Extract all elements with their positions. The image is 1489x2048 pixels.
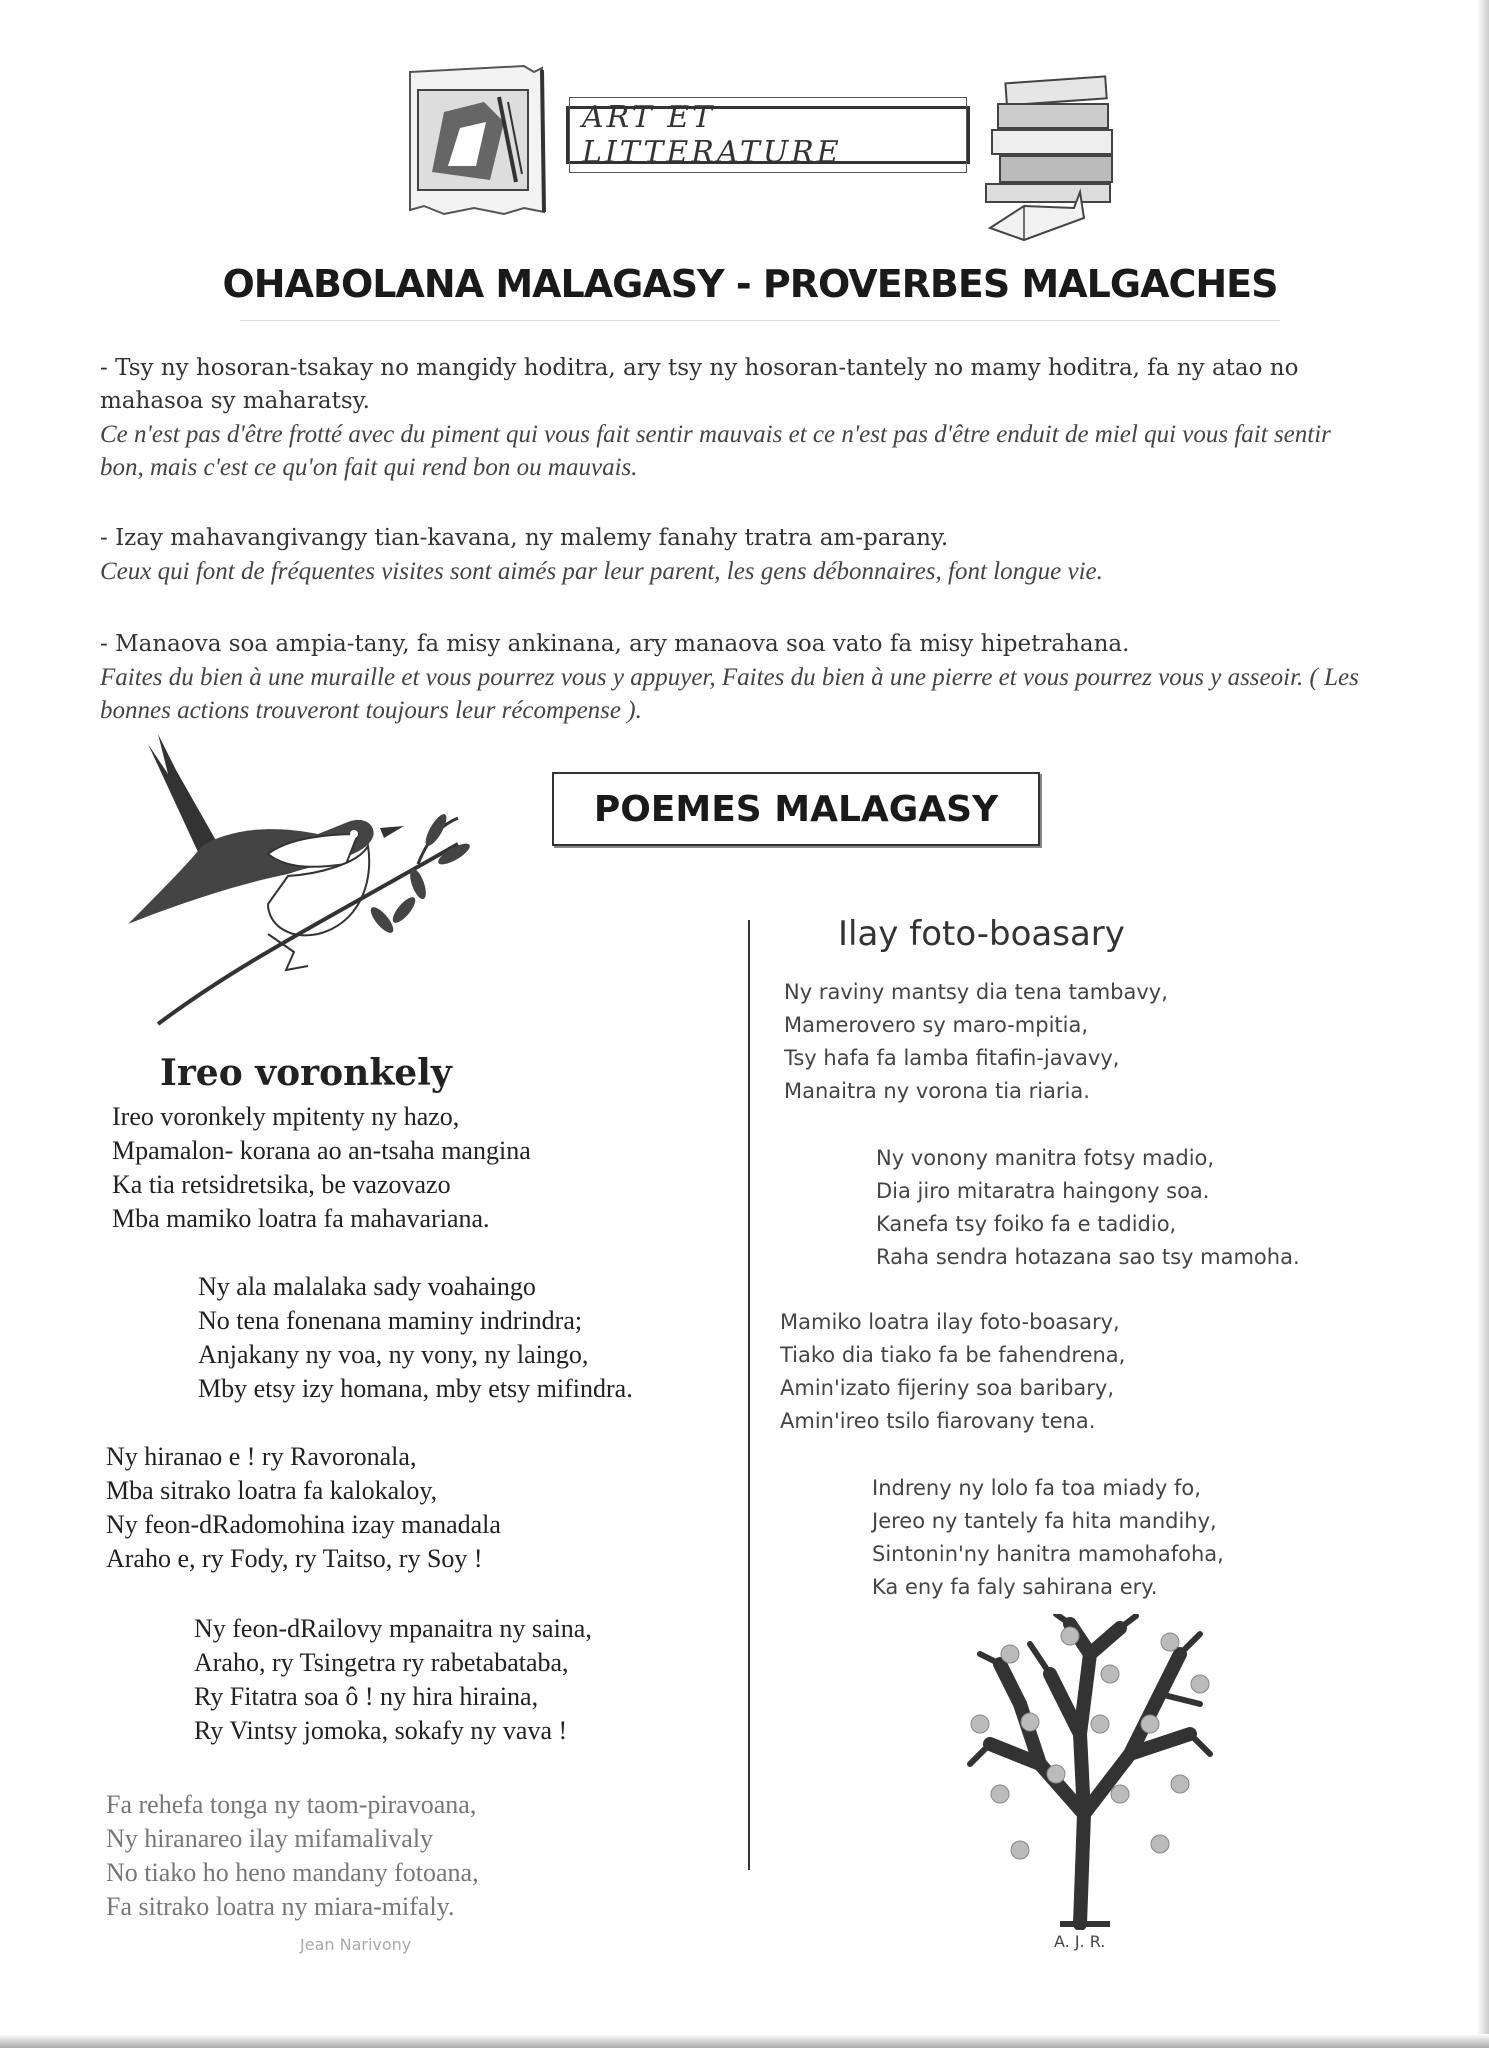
poem2-stanza-3 [780,1306,1125,1438]
books-illustration [984,68,1134,244]
poem2-title: Ilay foto-boasary [838,914,1125,954]
poem-line: Ka tia retsidretsika, be vazovazo [112,1170,451,1199]
poems-section-title: POEMES MALAGASY [552,772,1040,846]
poem-line: Jereo ny tantely fa hita mandihy, [872,1509,1217,1533]
poem-line: Ny vonony manitra fotsy madio, [876,1146,1215,1170]
poem1-author: Jean Narivony [300,1935,412,1954]
poem-line: Tsy hafa fa lamba fitafin-javavy, [784,1046,1120,1070]
poem-line: No tiako ho heno mandany fotoana, [106,1858,479,1887]
page-edge-shadow-bottom [0,2034,1489,2048]
poem-line: Amin'izato fijeriny soa baribary, [780,1376,1115,1400]
poem2-stanza-2 [876,1142,1300,1274]
poem1-stanza-1 [112,1100,531,1236]
poem-line: Ny feon-dRailovy mpanaitra ny saina, [194,1614,592,1643]
proverb-french: Faites du bien à une muraille et vous pourrez vous y appuyer, Faites du bien à une pierre et vous pourrez vous y asseoir. ( Les bonnes actions trouveront toujours leur récompense ). [100,664,1359,724]
poem-line: Mba mamiko loatra fa mahavariana. [112,1204,490,1233]
poem2-stanza-1 [784,976,1168,1108]
page-edge-shadow [1477,0,1489,2048]
poem1-stanza-5 [106,1788,479,1924]
poem1-stanza-4 [194,1612,592,1748]
poem-line: Tiako dia tiako fa be fahendrena, [780,1343,1126,1367]
poem-line: Ny hiranareo ilay mifamalivaly [106,1824,434,1853]
poem-line: No tena fonenana maminy indrindra; [198,1306,583,1335]
title-rule [240,320,1280,321]
poem-line: Amin'ireo tsilo fiarovany tena. [780,1409,1096,1433]
proverb-french: Ce n'est pas d'être frotté avec du piment qui vous fait sentir mauvais et ce n'est pas d'être enduit de miel qui vous fait sentir bon, mais c'est ce qu'on fait qui rend bon ou mauvais. [100,421,1331,481]
proverb-french: Ceux qui font de fréquentes visites sont aimés par leur parent, les gens débonnaires, font longue vie. [100,558,1103,585]
poem-line: Manaitra ny vorona tia riaria. [784,1079,1090,1103]
proverb-malagasy: - Manaova soa ampia-tany, fa misy ankinana, ary manaova soa vato fa misy hipetrahana. [100,631,1130,657]
poem-line: Ny feon-dRadomohina izay manadala [106,1510,501,1539]
bird-illustration [118,734,478,1034]
poem-line: Ny ala malalaka sady voahaingo [198,1272,536,1301]
orange-tree-illustration [960,1614,1220,1930]
proverb-1 [100,352,1360,484]
poem-line: Mamiko loatra ilay foto-boasary, [780,1310,1120,1334]
poem-line: Mby etsy izy homana, mby etsy mifindra. [198,1374,633,1403]
poem1-stanza-3 [106,1440,501,1576]
poem-line: Ireo voronkely mpitenty ny hazo, [112,1102,460,1131]
poem-line: Ka eny fa faly sahirana ery. [872,1575,1158,1599]
poem-line: Ry Vintsy jomoka, sokafy ny vava ! [194,1716,568,1745]
section-header-label: ART ET LITTERATURE [566,106,970,164]
poem-line: Kanefa tsy foiko fa e tadidio, [876,1212,1177,1236]
poem-line: Fa rehefa tonga ny taom-piravoana, [106,1790,477,1819]
poem-line: Mamerovero sy maro-mpitia, [784,1013,1089,1037]
poem-line: Sintonin'ny hanitra mamohafoha, [872,1542,1224,1566]
poem-line: Mpamalon- korana ao an-tsaha mangina [112,1136,531,1165]
poem-line: Mba sitrako loatra fa kalokaloy, [106,1476,438,1505]
poem-line: Raha sendra hotazana sao tsy mamoha. [876,1245,1300,1269]
poem-line: Ny raviny mantsy dia tena tambavy, [784,980,1168,1004]
poem-line: Araho e, ry Fody, ry Taitso, ry Soy ! [106,1544,483,1573]
poem1-title: Ireo voronkely [160,1052,452,1094]
art-stamp-illustration [404,62,554,216]
poem-line: Ny hiranao e ! ry Ravoronala, [106,1442,417,1471]
poem2-author: A. J. R. [1054,1932,1106,1951]
proverb-malagasy: - Tsy ny hosoran-tsakay no mangidy hoditra, ary tsy ny hosoran-tantely no mamy hoditra, fa ny atao no mahasoa sy maharatsy. [100,355,1299,414]
poem-line: Indreny ny lolo fa toa miady fo, [872,1476,1201,1500]
poem-line: Ry Fitatra soa ô ! ny hira hiraina, [194,1682,539,1711]
poem-line: Araho, ry Tsingetra ry rabetabataba, [194,1648,569,1677]
poem-line: Anjakany ny voa, ny vony, ny laingo, [198,1340,589,1369]
proverbs-title: OHABOLANA MALAGASY - PROVERBES MALGACHES [222,262,1278,306]
poem2-stanza-4 [872,1472,1224,1604]
proverb-2 [100,522,1360,588]
poem1-stanza-2 [198,1270,633,1406]
proverb-3 [100,628,1360,727]
poem-line: Dia jiro mitaratra haingony soa. [876,1179,1210,1203]
column-divider [748,920,750,1870]
proverb-malagasy: - Izay mahavangivangy tian-kavana, ny malemy fanahy tratra am-parany. [100,525,949,551]
poem-line: Fa sitrako loatra ny miara-mifaly. [106,1892,455,1921]
